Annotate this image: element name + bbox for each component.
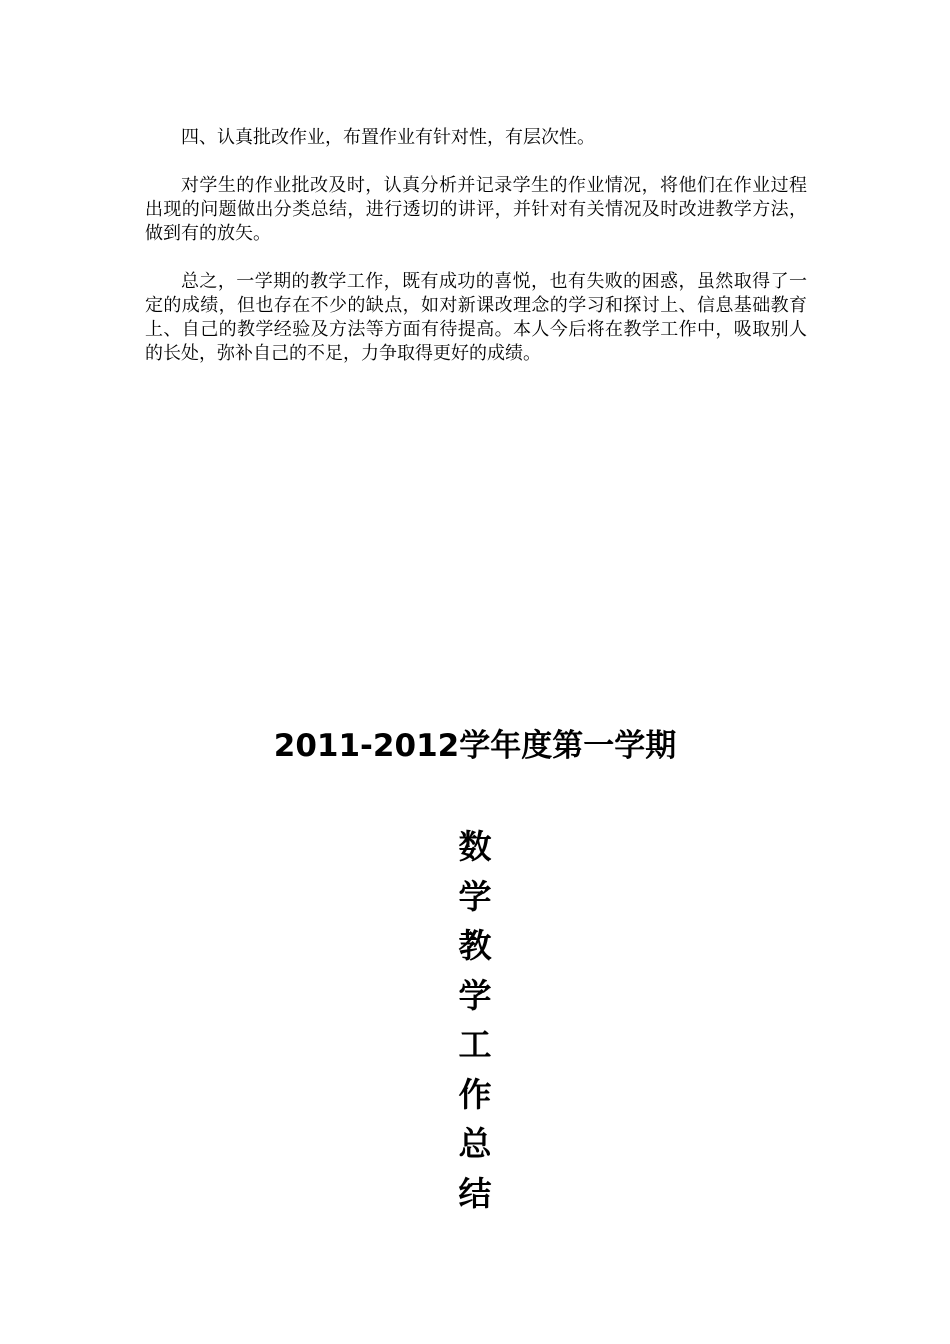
section-heading-homework: 四、认真批改作业，布置作业有针对性，有层次性。 [181, 127, 595, 148]
cover-title: 2011-2012学年度第一学期 [273, 728, 677, 764]
paragraph-summary: 总之，一学期的教学工作，既有成功的喜悦，也有失败的困惑，虽然取得了一定的成绩，但也存在不少的缺点，如对新课改理念的学习和探讨上、信息基础教育上、自己的教学经验及方法等方面有待提高。本人今后将在教学工作中，吸取别人的长处，弥补自己的不足，力争取得更好的成绩。 [145, 271, 807, 364]
paragraph-homework: 对学生的作业批改及时，认真分析并记录学生的作业情况，将他们在作业过程出现的问题做出分类总结，进行透切的讲评，并针对有关情况及时改进教学方法，做到有的放矢。 [145, 175, 807, 244]
cover-subtitle-vertical: 数学教学工作总结 [458, 827, 492, 1213]
